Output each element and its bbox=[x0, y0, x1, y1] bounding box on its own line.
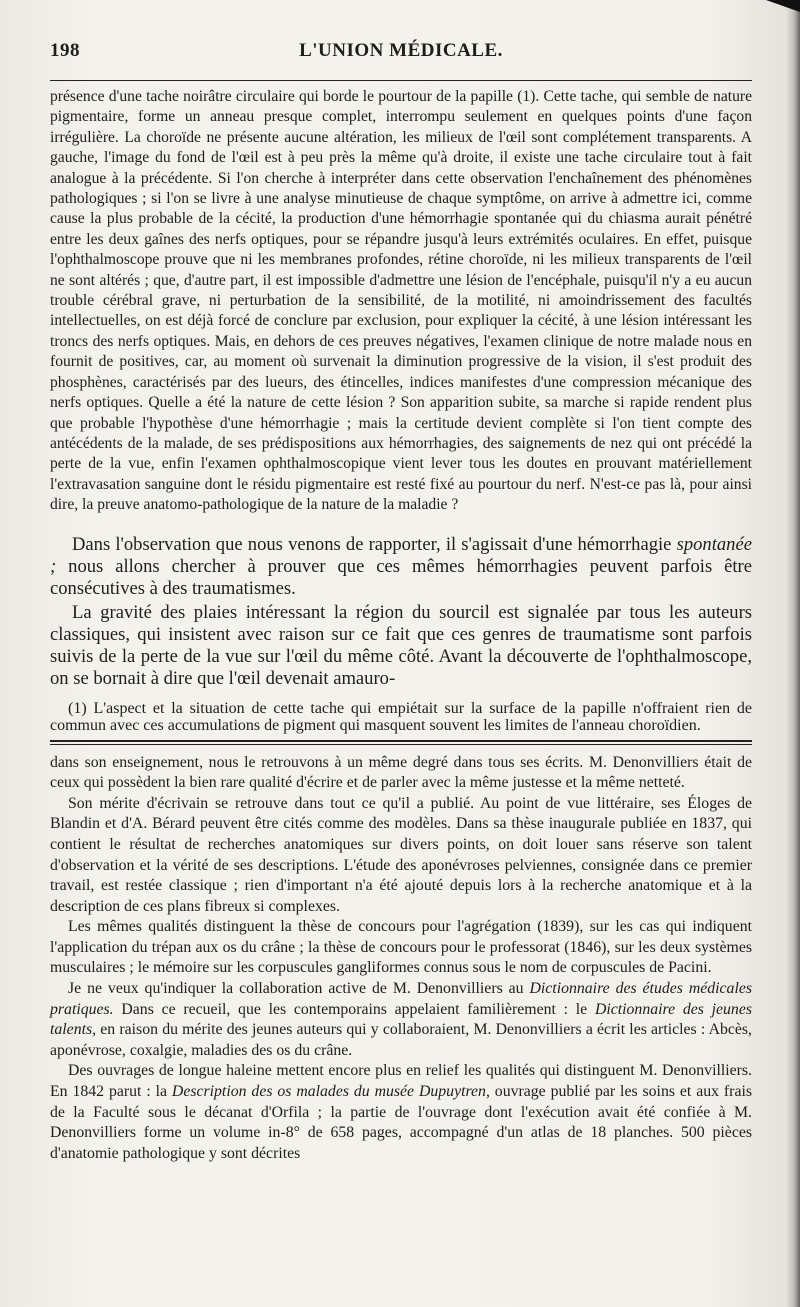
lower-paragraph-4-c: en raison du mérite des jeunes auteurs qui y collaboraient, M. Denonvilliers a écrit les articles : Abcès, aponévrose, coxalgie, maladies des os du crâne. bbox=[50, 1021, 752, 1059]
corner-mark bbox=[766, 0, 800, 12]
page-edge-shadow bbox=[786, 0, 800, 1307]
lower-paragraph-5 bbox=[50, 1061, 752, 1164]
footnote-text: (1) L'aspect et la situation de cette tache qui empiétait sur la surface de la papille n'offraient rien de commun avec ces accumulations de pigment qui masquent souvent les limites de l'anneau choroïdien. bbox=[50, 699, 752, 734]
large-paragraph-1-italic: spontanée ; bbox=[50, 533, 752, 577]
large-paragraph-1-start: Dans l'observation que nous venons de rapporter, il s'agissait d'une hémorrhagie bbox=[72, 533, 677, 555]
lower-paragraph-1: dans son enseignement, nous le retrouvons à un même degré dans tous ses écrits. M. Denonvilliers était de ceux qui possèdent la bien rare qualité d'écrire et de parler avec la même justesse et la même netteté. bbox=[50, 753, 752, 792]
lower-paragraph-4-a: Je ne veux qu'indiquer la collaboration active de M. Denonvilliers au bbox=[68, 980, 530, 998]
running-head bbox=[50, 40, 752, 76]
lower-paragraph-5-a: Des ouvrages de longue haleine mettent encore plus en relief les qualités qui distinguent M. Denonvilliers. En 1842 parut : la bbox=[50, 1062, 752, 1101]
lower-paragraph-4 bbox=[50, 979, 752, 1061]
page-number: 198 bbox=[50, 40, 80, 61]
lower-text-block bbox=[50, 753, 752, 1165]
upper-paragraph: présence d'une tache noirâtre circulaire qui borde le pourtour de la papille (1). Cette tache, qui semble de nature pigmentaire, forme un anneau presque complet, interrompu seulement en quelques points d'une façon irrégulière. La choroïde ne présente aucune altération, les milieux de l'œil sont complétement transparents. A gauche, l'image du fond de l'œil est à peu près la même qu'à droite, il existe une tache circulaire tout à fait analogue à la précédente. Si l'on cherche à interpréter dans cette observation l'enchaînement des phénomènes pathologiques ; si l'on se livre à une analyse minutieuse de chaque symptôme, on arrive à admettre ici, comme cause la plus probable de la cécité, la production d'une hémorrhagie spontanée qui du chiasma aurait pénétré entre les deux gaînes des nerfs optiques, pour se répandre jusqu'à leurs extrémités oculaires. En effet, puisque l'ophthalmoscope prouve que ni les membranes profondes, rétine choroïde, ni les milieux transparents de l'œil ne sont altérés ; que, d'autre part, il est impossible d'admettre une lésion de l'encéphale, puisqu'il n'y a eu aucun trouble cérébral grave, ni perturbation de la sensibilité, de la motilité, ni amoindrissement des facultés intellectuelles, on est déjà forcé de conclure par exclusion, pour expliquer la cécité, à une lésion intéressant les troncs des nerfs optiques. Mais, en dehors de ces preuves négatives, l'examen clinique de notre malade nous en fournit de positives, car, au moment où survenait la diminution progressive de la vision, il s'est produit des phosphènes, caractérisés par des lueurs, des étincelles, indices manifestes d'une compression mécanique des nerfs optiques. Quelle a été la nature de cette lésion ? Son apparition subite, sa marche si rapide rendent plus que probable l'hypothèse d'une hémorrhagie ; mais la certitude devient complète si l'on tient compte des antécédents de la malade, de ses prédispositions aux hémorrhagies, des saignements de nez qui ont précédé la perte de la vue, enfin l'examen ophthalmoscopique vient lever tous les doutes en prouvant matériellement l'extravasation sanguine dont le résidu pigmentaire est resté fixé au pourtour du nerf. N'est-ce pas là, pour ainsi dire, la preuve anatomo-pathologique de la nature de la maladie ? bbox=[50, 88, 752, 514]
lower-paragraph-5-b: ouvrage publié par les soins et aux frais de la Faculté sous le décanat d'Orfila ; la partie de l'ouvrage dont l'exécution avait été confiée à M. Denonvilliers forme un volume in-8° de 658 pages, accompagné d'un atlas de 18 planches. 500 pièces d'anatomie pathologique y sont décrites bbox=[50, 1083, 752, 1162]
lower-paragraph-4-italic-1: Dictionnaire des études médicales pratiques. bbox=[50, 980, 752, 1018]
lower-paragraph-4-b: Dans ce recueil, que les contemporains appelaient familièrement : le bbox=[113, 1000, 595, 1018]
upper-text-block bbox=[50, 87, 752, 516]
lower-paragraph-5-italic: Description des os malades du musée Dupuytren, bbox=[171, 1083, 490, 1101]
journal-title: L'UNION MÉDICALE. bbox=[299, 40, 503, 61]
lower-paragraph-4-italic-2: Dictionnaire des jeunes talents, bbox=[50, 1000, 752, 1039]
lower-paragraph-2: Son mérite d'écrivain se retrouve dans tout ce qu'il a publié. Au point de vue littéraire, ses Éloges de Blandin et d'A. Bérard peuvent être cités comme des modèles. Dans sa thèse inaugurale publiée en 1837, qui contient le résultat de recherches anatomiques sur divers points, on doit louer sans réserve son talent d'observation et la vérité de ses descriptions. L'étude des aponévroses pelviennes, consignée dans ce premier travail, est restée classique ; rien d'important n'a été ajouté depuis lors à la recherche anatomique et à la description de ces plans fibreux si complexes. bbox=[50, 794, 752, 915]
lower-paragraph-3: Les mêmes qualités distinguent la thèse de concours pour l'agrégation (1839), sur les cas qui indiquent l'application du trépan aux os du crâne ; la thèse de concours pour le professorat (1846), sur les deux systèmes musculaires ; le mémoire sur les corpuscules gangliformes connus sous le nom de corpuscules de Pacini. bbox=[50, 918, 752, 977]
footnote-block bbox=[50, 700, 752, 734]
large-paragraph-1-end: nous allons chercher à prouver que ces mêmes hémorrhagies peuvent parfois être consécutives à des traumatismes. bbox=[50, 555, 752, 599]
section-divider bbox=[50, 740, 752, 745]
header-rule bbox=[50, 80, 752, 81]
large-paragraph-2: La gravité des plaies intéressant la région du sourcil est signalée par tous les auteurs classiques, qui insistent avec raison sur ce fait que ces genres de traumatisme sont parfois suivis de la perte de la vue sur l'œil du même côté. Avant la découverte de l'ophthalmoscope, on se bornait à dire que l'œil devenait amauro- bbox=[50, 601, 752, 689]
large-text-block bbox=[50, 534, 752, 690]
large-paragraph-1 bbox=[50, 534, 752, 600]
